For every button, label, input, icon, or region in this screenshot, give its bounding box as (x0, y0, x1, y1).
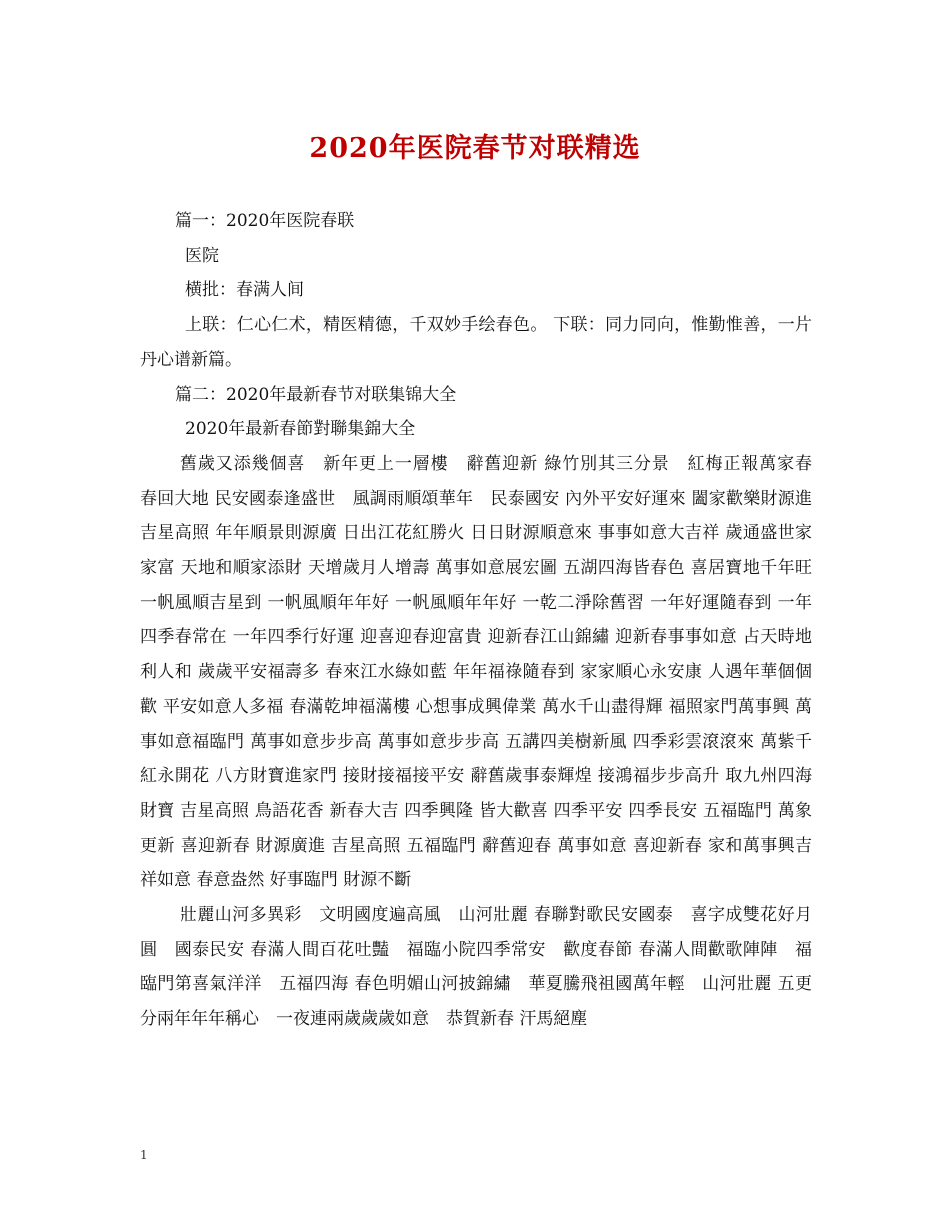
horizontal-scroll-line: 横批：春满人间 (185, 280, 304, 301)
section-heading-1: 篇一：2020年医院春联 (175, 211, 355, 231)
section-subtitle-hospital: 医院 (185, 245, 219, 266)
couplet-paragraph: 上联：仁心仁术，精医精德，千双妙手绘春色。 下联：同力同向，惟勤惟善，一片丹心谱新篇。 (140, 315, 812, 370)
couplet-list-paragraph-2: 壯麗山河多異彩 文明國度遍高風 山河壯麗 春聯對歌民安國泰 喜字成雙花好月圓 國泰民安 春滿人間百花吐豔 福臨小院四季常安 歡度春節 春滿人間歡歌陣陣 福臨門第喜氣洋洋 五福四海 春色明媚山河披錦繡 華夏騰飛祖國萬年輕 山河壯麗 五更分兩年年年稱心 一夜連兩歲歲歲如意 恭賀新春 汗馬絕塵 (140, 905, 812, 1030)
section-subtitle-collection: 2020年最新春節對聯集錦大全 (185, 419, 416, 440)
page-number: 1 (140, 1148, 148, 1162)
section-heading-2: 篇二：2020年最新春节对联集锦大全 (175, 384, 457, 405)
couplet-list-paragraph-1: 舊歲又添幾個喜 新年更上一層樓 辭舊迎新 綠竹別其三分景 紅梅正報萬家春 春回大地 民安國泰逢盛世 風調雨順頌華年 民泰國安 內外平安好運來 闔家歡樂財源進 吉星高照 年年順景則源廣 日出江花紅勝火 日日財源順意來 事事如意大吉祥 歲通盛世家家富 天地和順家添財 天增歲月人增壽 萬事如意展宏圖 五湖四海皆春色 喜居寶地千年旺 一帆風順吉星到 一帆風順年年好 一帆風順年年好 一乾二淨除舊習 一年好運隨春到 一年四季春常在 一年四季行好運 迎喜迎春迎富貴 迎新春江山錦繡 迎新春事事如意 占天時地利人和 歲歲平安福壽多 春來江水綠如藍 年年福祿隨春到 家家順心永安康 人遇年華個個歡 平安如意人多福 春滿乾坤福滿樓 心想事成興偉業 萬水千山盡得輝 福照家門萬事興 萬事如意福臨門 萬事如意步步高 萬事如意步步高 五講四美樹新風 四季彩雲滾滾來 萬紫千紅永開花 八方財寶進家門 接財接福接平安 辭舊歲事泰輝煌 接鴻福步步高升 取九州四海財寶 吉星高照 鳥語花香 新春大吉 四季興隆 皆大歡喜 四季平安 四季長安 五福臨門 萬象更新 喜迎新春 財源廣進 吉星高照 五福臨門 辭舊迎春 萬事如意 喜迎新春 家和萬事興吉祥如意 春意盎然 好事臨門 財源不斷 (140, 453, 829, 891)
document-body (140, 204, 829, 1037)
document-title: 2020年医院春节对联精选 (309, 133, 641, 164)
